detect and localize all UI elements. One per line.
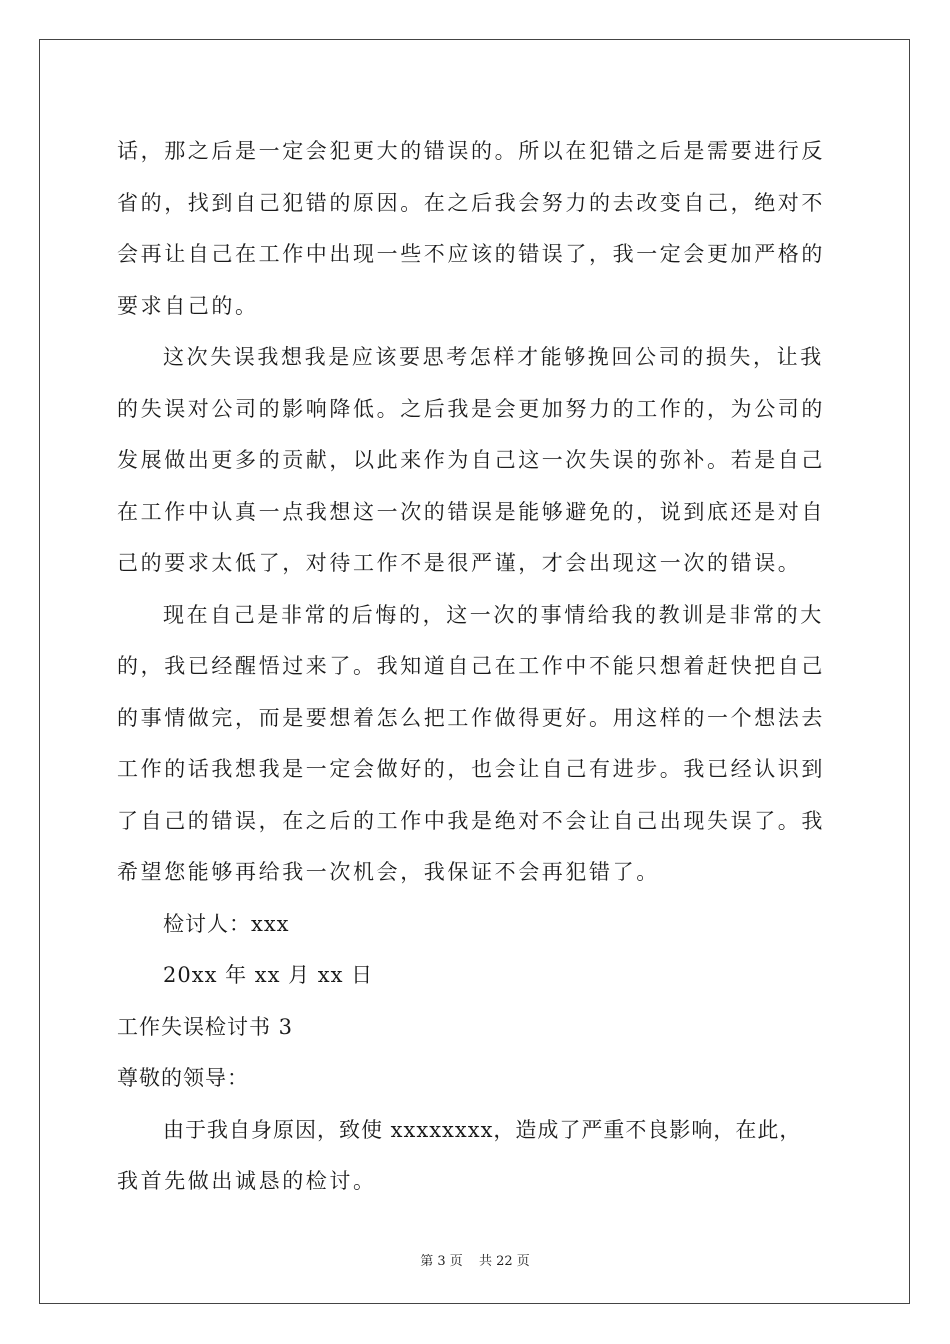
page-footer	[0, 1250, 950, 1269]
text-line: 的，我已经醒悟过来了。我知道自己在工作中不能只想着赶快把自己	[117, 654, 825, 678]
text-line: 希望您能够再给我一次机会，我保证不会再犯错了。	[117, 860, 660, 884]
text-line: 现在自己是非常的后悔的，这一次的事情给我的教训是非常的大	[163, 602, 824, 627]
text-line: 省的，找到自己犯错的原因。在之后我会努力的去改变自己，绝对不	[117, 190, 825, 215]
text-line: 会再让自己在工作中出现一些不应该的错误了，我一定会更加严格的	[117, 242, 825, 266]
text-line: 这次失误我想我是应该要思考怎样才能够挽回公司的损失，让我	[163, 345, 824, 369]
text-line: 在工作中认真一点我想这一次的错误是能够避免的，说到底还是对自	[117, 499, 825, 524]
text-line: 我首先做出诚恳的检讨。	[117, 1169, 377, 1193]
text-line: 由于我自身原因，致使 xxxxxxxx，造成了严重不良影响，在此，	[163, 1117, 802, 1142]
text-line: 的失误对公司的影响降低。之后我是会更加努力的工作的，为公司的	[117, 396, 825, 421]
text-line: 工作的话我想我是一定会做好的，也会让自己有进步。我已经认识到	[117, 757, 825, 781]
signature-line: 检讨人：xxx	[163, 911, 290, 936]
text-line: 己的要求太低了，对待工作不是很严谨，才会出现这一次的错误。	[117, 551, 802, 575]
text-line: 的事情做完，而是要想着怎么把工作做得更好。用这样的一个想法去	[117, 705, 825, 730]
text-line: 发展做出更多的贡献，以此来作为自己这一次失误的弥补。若是自己	[117, 448, 825, 472]
section-title: 工作失误检讨书 3	[117, 1014, 294, 1039]
salutation: 尊敬的领导：	[117, 1066, 249, 1090]
text-line: 要求自己的。	[117, 293, 259, 318]
page-total: 共 22 页	[478, 1254, 530, 1269]
text-line: 了自己的错误，在之后的工作中我是绝对不会让自己出现失误了。我	[117, 808, 825, 833]
text-line: 话，那之后是一定会犯更大的错误的。所以在犯错之后是需要进行反	[117, 139, 825, 163]
date-line: 20xx 年 xx 月 xx 日	[163, 963, 374, 987]
document-body	[117, 126, 837, 1208]
page-number: 第 3 页	[420, 1254, 463, 1269]
